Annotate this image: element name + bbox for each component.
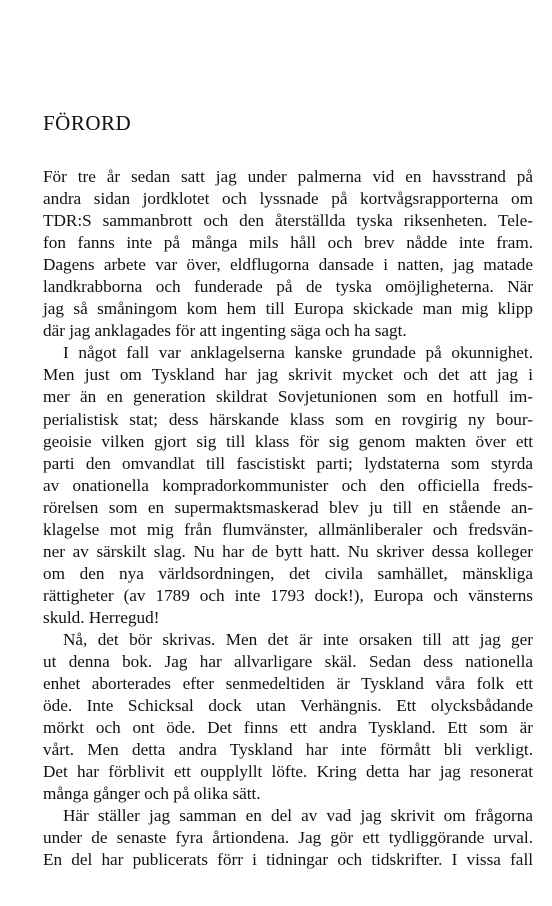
text-line: I något fall var anklagelserna kanske grundade på okunnighet. (63, 343, 533, 363)
text-line: jag så småningom kom hem till Europa skickade man mig klipp (43, 299, 533, 319)
text-line: Dagens arbete var över, eldflugorna dansade i natten, jag matade (43, 255, 533, 275)
text-line: Det har förblivit ett oupplyllt löfte. Kring detta har jag resonerat (43, 762, 533, 782)
text-line: rättigheter (av 1789 och inte 1793 dock!), Europa och vänsterns (43, 585, 533, 605)
text-line: geoisie vilken gjort sig till klass för sig genom makten över ett (43, 431, 533, 451)
text-line: parti den omvandlat till fascistiskt parti; lydstaterna som styrda (43, 453, 533, 473)
text-line: många gånger och på olika sätt. (43, 784, 261, 804)
text-line: ut denna bok. Jag har allvarligare skäl. Sedan dess nationella (43, 652, 533, 672)
text-line: under de senaste fyra årtiondena. Jag gör ett tydliggörande urval. (43, 828, 533, 848)
body-text (43, 166, 533, 872)
text-line: mörkt och ont öde. Det finns ett andra Tyskland. Ett som är (43, 718, 533, 738)
text-line: ner av särskilt slag. Nu har de bytt hatt. Nu skriver dessa kolleger (43, 541, 533, 561)
text-line: För tre år sedan satt jag under palmerna vid en havsstrand på (43, 167, 533, 186)
text-line: mer än en generation skildrat Sovjetunionen som en hotfull im- (43, 387, 533, 407)
text-line: enhet aborterades efter senmedeltiden är Tyskland våra folk ett (43, 674, 533, 694)
text-line: om den nya världsordningen, det civila samhället, mänskliga (43, 563, 533, 583)
text-line: skuld. Herregud! (43, 607, 160, 627)
chapter-heading: FÖRORD (43, 111, 132, 135)
text-line: rörelsen som en supermaktsmaskerad blev ju till en stående an- (43, 497, 533, 517)
text-line: av onationella kompradorkommunister och den officiella freds- (43, 475, 533, 495)
text-line: perialistisk stat; dess härskande klass som en rovgirig ny bour- (43, 409, 533, 429)
text-line: där jag anklagades för att ingenting säga och ha sagt. (43, 321, 407, 341)
text-line: En del har publicerats förr i tidningar och tidskrifter. I vissa fall (43, 850, 533, 870)
text-line: Nå, det bör skrivas. Men det är inte orsaken till att jag ger (63, 629, 533, 649)
text-line: TDR:S sammanbrott och den återställda tyska riksenheten. Tele- (43, 211, 533, 231)
text-line: öde. Inte Schicksal dock utan Verhängnis. Ett olycksbådande (43, 696, 533, 716)
text-line: fon fanns inte på många mils håll och brev nådde inte fram. (43, 233, 533, 253)
text-line: klagelse mot mig från flumvänster, allmänliberaler och fredsvän- (43, 519, 533, 539)
text-line: Men just om Tyskland har jag skrivit mycket och det att jag i (43, 365, 533, 385)
text-line: vårt. Men detta andra Tyskland har inte förmått bli verkligt. (43, 740, 533, 760)
text-line: Här ställer jag samman en del av vad jag skrivit om frågorna (63, 806, 533, 826)
text-line: landkrabborna och funderade på de tyska omöjligheterna. När (43, 277, 533, 297)
text-line: andra sidan jordklotet och lyssnade på kortvågsrapporterna om (43, 189, 533, 209)
